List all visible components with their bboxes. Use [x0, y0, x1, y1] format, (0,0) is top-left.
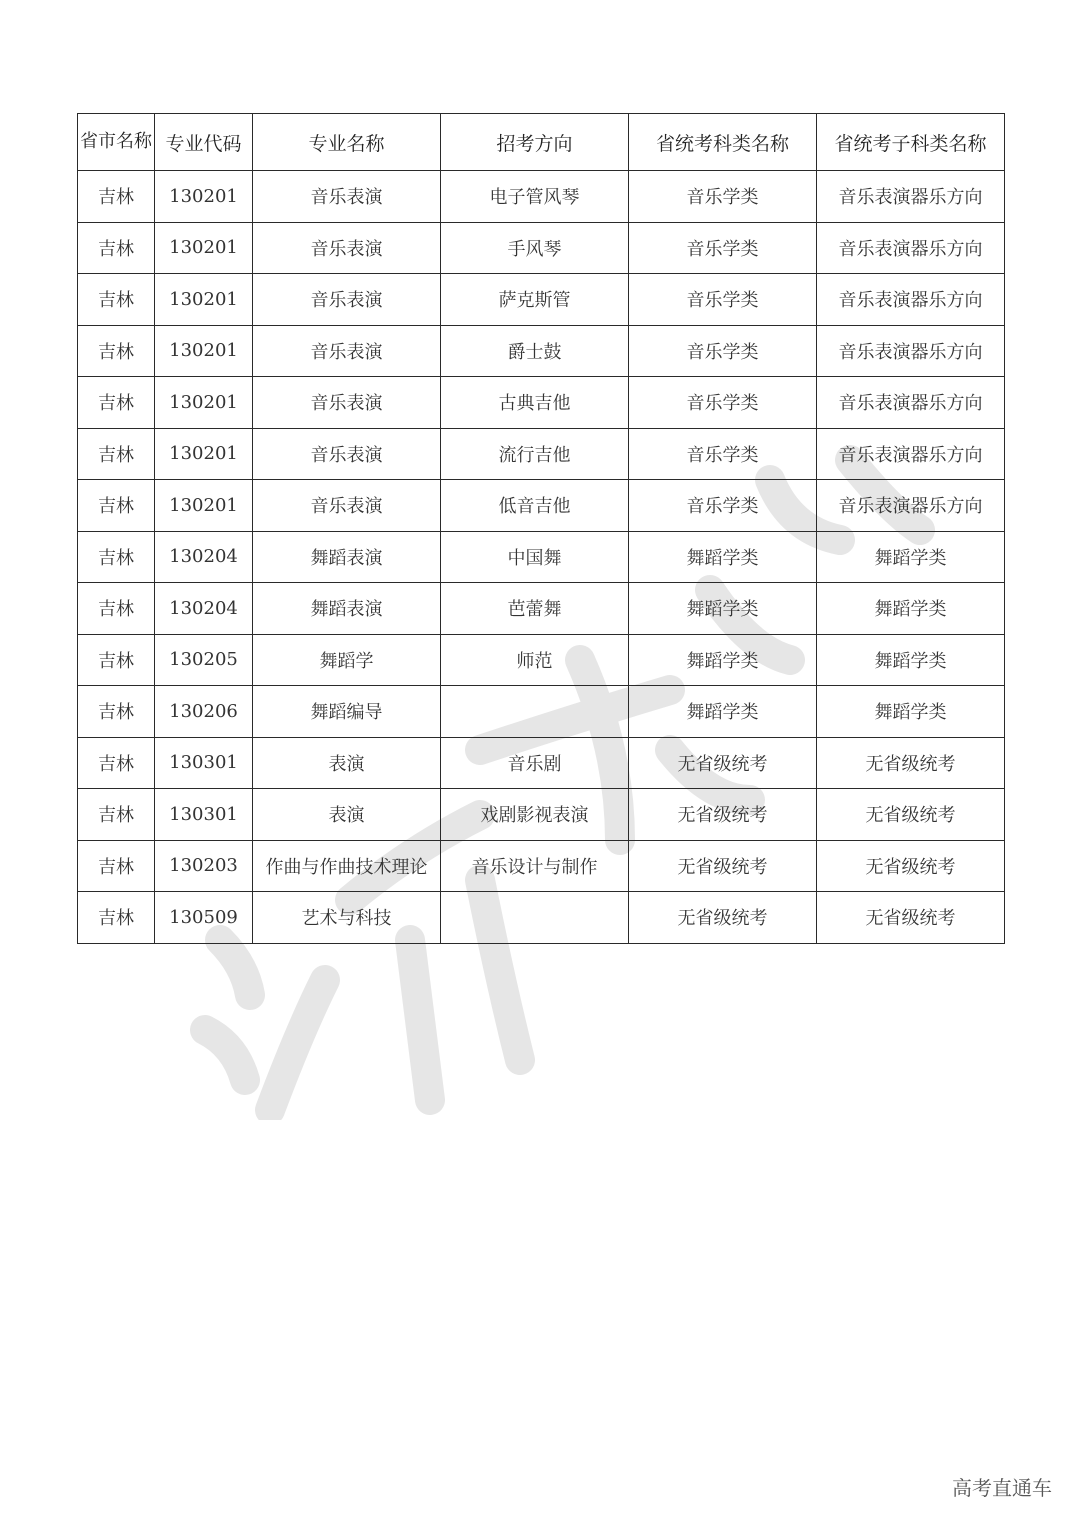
cell-major-code: 130206: [155, 686, 253, 738]
cell-direction: 电子管风琴: [441, 171, 629, 223]
cell-province: 吉林: [78, 686, 155, 738]
cell-exam-category: 无省级统考: [629, 892, 817, 944]
major-table: [77, 113, 1005, 944]
cell-direction: [441, 892, 629, 944]
cell-direction: 萨克斯管: [441, 274, 629, 326]
cell-direction: 古典吉他: [441, 377, 629, 429]
cell-major-code: 130509: [155, 892, 253, 944]
table-row: [78, 531, 1005, 583]
cell-exam-subcategory: 音乐表演器乐方向: [817, 274, 1005, 326]
cell-major-name: 表演: [253, 737, 441, 789]
cell-major-name: 舞蹈编导: [253, 686, 441, 738]
cell-exam-subcategory: 音乐表演器乐方向: [817, 428, 1005, 480]
cell-province: 吉林: [78, 480, 155, 532]
cell-exam-subcategory: 音乐表演器乐方向: [817, 480, 1005, 532]
table-header-row: [78, 114, 1005, 171]
cell-exam-category: 舞蹈学类: [629, 634, 817, 686]
cell-direction: 音乐剧: [441, 737, 629, 789]
cell-province: 吉林: [78, 274, 155, 326]
cell-direction: 芭蕾舞: [441, 583, 629, 635]
cell-major-code: 130301: [155, 789, 253, 841]
cell-exam-category: 无省级统考: [629, 789, 817, 841]
cell-province: 吉林: [78, 583, 155, 635]
cell-direction: 中国舞: [441, 531, 629, 583]
cell-major-code: 130201: [155, 325, 253, 377]
cell-exam-subcategory: 音乐表演器乐方向: [817, 325, 1005, 377]
header-direction: 招考方向: [441, 114, 629, 171]
cell-province: 吉林: [78, 377, 155, 429]
cell-direction: 低音吉他: [441, 480, 629, 532]
table-row: [78, 634, 1005, 686]
cell-province: 吉林: [78, 840, 155, 892]
table-header: [78, 114, 1005, 171]
cell-exam-subcategory: 舞蹈学类: [817, 531, 1005, 583]
cell-major-name: 表演: [253, 789, 441, 841]
cell-major-name: 舞蹈表演: [253, 583, 441, 635]
cell-major-code: 130204: [155, 531, 253, 583]
cell-major-code: 130201: [155, 222, 253, 274]
cell-major-name: 音乐表演: [253, 274, 441, 326]
table-row: [78, 222, 1005, 274]
cell-major-name: 音乐表演: [253, 480, 441, 532]
cell-exam-category: 舞蹈学类: [629, 686, 817, 738]
cell-exam-category: 音乐学类: [629, 171, 817, 223]
table-row: [78, 428, 1005, 480]
cell-major-code: 130301: [155, 737, 253, 789]
cell-exam-subcategory: 无省级统考: [817, 789, 1005, 841]
cell-province: 吉林: [78, 892, 155, 944]
cell-major-code: 130204: [155, 583, 253, 635]
cell-exam-subcategory: 无省级统考: [817, 892, 1005, 944]
table-row: [78, 274, 1005, 326]
cell-exam-category: 音乐学类: [629, 222, 817, 274]
footer-brand: 高考直通车: [952, 1476, 1052, 1500]
cell-exam-subcategory: 音乐表演器乐方向: [817, 171, 1005, 223]
table-row: [78, 789, 1005, 841]
table-body: [78, 171, 1005, 944]
table-row: [78, 686, 1005, 738]
header-province: 省市名称: [78, 114, 155, 171]
cell-exam-category: 音乐学类: [629, 377, 817, 429]
cell-direction: [441, 686, 629, 738]
cell-major-code: 130201: [155, 428, 253, 480]
cell-exam-subcategory: 舞蹈学类: [817, 583, 1005, 635]
cell-major-code: 130201: [155, 480, 253, 532]
cell-major-name: 音乐表演: [253, 325, 441, 377]
cell-exam-category: 舞蹈学类: [629, 531, 817, 583]
table-row: [78, 840, 1005, 892]
table-row: [78, 171, 1005, 223]
cell-exam-category: 音乐学类: [629, 480, 817, 532]
cell-direction: 手风琴: [441, 222, 629, 274]
cell-direction: 爵士鼓: [441, 325, 629, 377]
cell-province: 吉林: [78, 737, 155, 789]
cell-major-name: 艺术与科技: [253, 892, 441, 944]
cell-exam-category: 音乐学类: [629, 428, 817, 480]
cell-province: 吉林: [78, 222, 155, 274]
cell-province: 吉林: [78, 171, 155, 223]
cell-major-name: 音乐表演: [253, 171, 441, 223]
cell-major-name: 舞蹈学: [253, 634, 441, 686]
header-major-code: 专业代码: [155, 114, 253, 171]
header-exam-category: 省统考科类名称: [629, 114, 817, 171]
cell-exam-category: 舞蹈学类: [629, 583, 817, 635]
cell-major-code: 130201: [155, 377, 253, 429]
cell-exam-subcategory: 无省级统考: [817, 737, 1005, 789]
cell-province: 吉林: [78, 634, 155, 686]
cell-major-code: 130201: [155, 274, 253, 326]
header-exam-subcategory: 省统考子科类名称: [817, 114, 1005, 171]
cell-exam-category: 无省级统考: [629, 840, 817, 892]
table-row: [78, 480, 1005, 532]
cell-major-name: 音乐表演: [253, 222, 441, 274]
table-row: [78, 737, 1005, 789]
cell-province: 吉林: [78, 531, 155, 583]
cell-exam-subcategory: 无省级统考: [817, 840, 1005, 892]
cell-exam-subcategory: 音乐表演器乐方向: [817, 377, 1005, 429]
cell-exam-category: 音乐学类: [629, 274, 817, 326]
cell-province: 吉林: [78, 428, 155, 480]
cell-major-name: 音乐表演: [253, 428, 441, 480]
cell-major-code: 130201: [155, 171, 253, 223]
cell-exam-category: 无省级统考: [629, 737, 817, 789]
table-row: [78, 892, 1005, 944]
cell-province: 吉林: [78, 789, 155, 841]
cell-major-code: 130205: [155, 634, 253, 686]
cell-exam-subcategory: 舞蹈学类: [817, 686, 1005, 738]
cell-major-name: 作曲与作曲技术理论: [253, 840, 441, 892]
table-row: [78, 325, 1005, 377]
cell-exam-subcategory: 音乐表演器乐方向: [817, 222, 1005, 274]
header-major-name: 专业名称: [253, 114, 441, 171]
cell-direction: 戏剧影视表演: [441, 789, 629, 841]
cell-major-name: 音乐表演: [253, 377, 441, 429]
cell-province: 吉林: [78, 325, 155, 377]
table-row: [78, 377, 1005, 429]
cell-direction: 音乐设计与制作: [441, 840, 629, 892]
cell-exam-subcategory: 舞蹈学类: [817, 634, 1005, 686]
cell-exam-category: 音乐学类: [629, 325, 817, 377]
cell-major-name: 舞蹈表演: [253, 531, 441, 583]
cell-direction: 流行吉他: [441, 428, 629, 480]
cell-direction: 师范: [441, 634, 629, 686]
cell-major-code: 130203: [155, 840, 253, 892]
table-row: [78, 583, 1005, 635]
